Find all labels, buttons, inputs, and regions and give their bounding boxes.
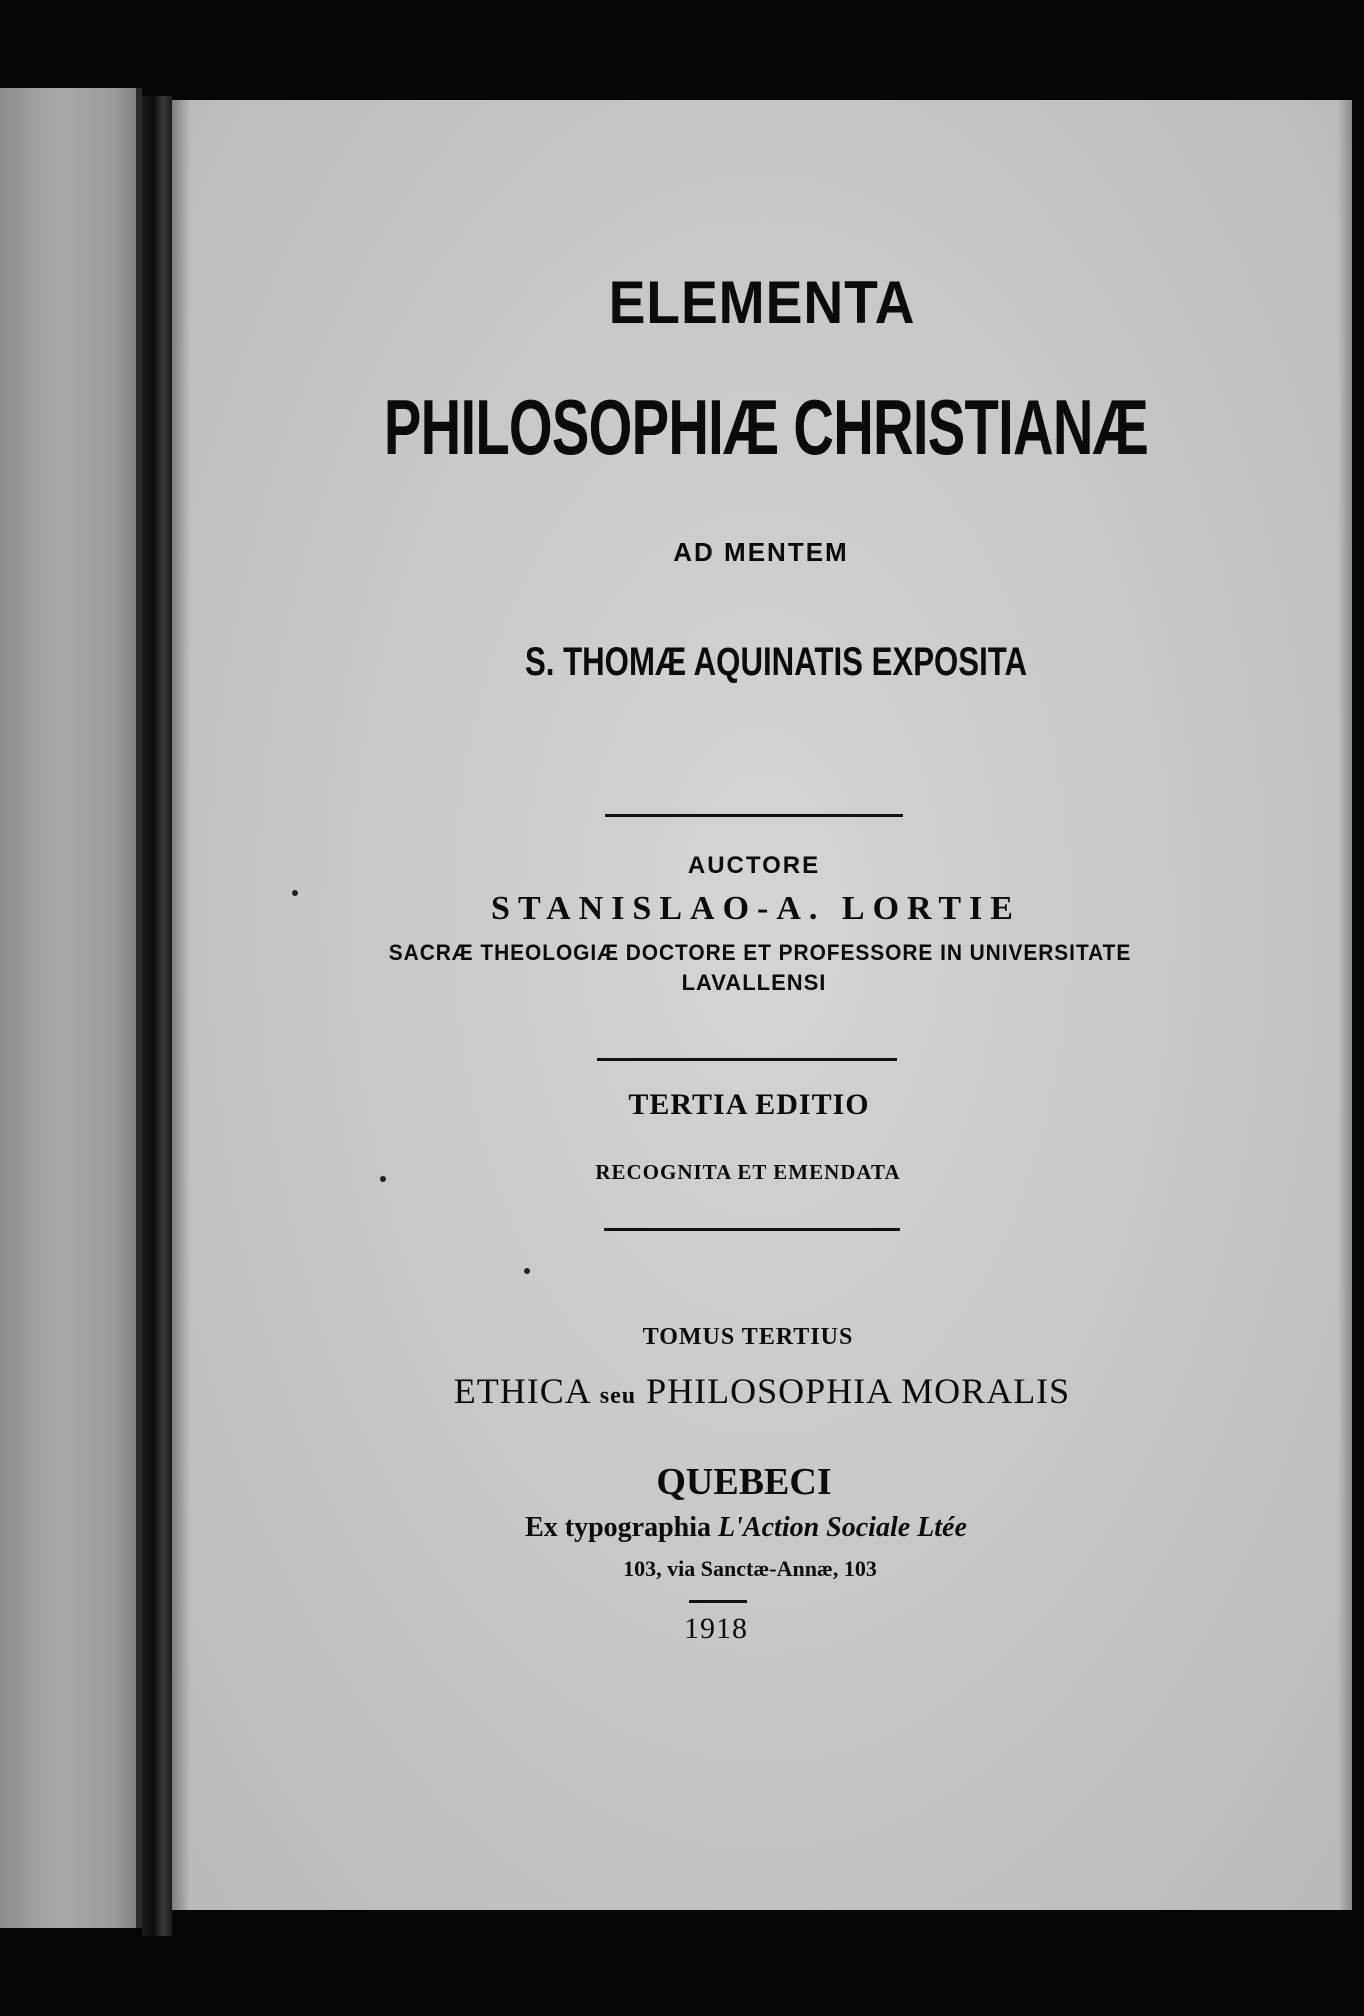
printer-name: L'Action Sociale Ltée bbox=[718, 1512, 967, 1543]
paper-speck bbox=[524, 1268, 530, 1274]
printer-prefix: Ex typographia bbox=[525, 1512, 712, 1543]
edition: TERTIA EDITIO bbox=[628, 1088, 870, 1121]
title-line-ad-mentem: AD MENTEM bbox=[673, 537, 849, 567]
paper-speck bbox=[292, 890, 298, 896]
subject-ethica: ETHICA bbox=[453, 1371, 590, 1411]
short-rule bbox=[689, 1600, 747, 1603]
title-line-main: PHILOSOPHIÆ CHRISTIANÆ bbox=[383, 383, 1149, 471]
author-label: AUCTORE bbox=[687, 852, 821, 879]
subject-philosophia: PHILOSOPHIA MORALIS bbox=[646, 1371, 1071, 1411]
imprint-city: QUEBECI bbox=[656, 1461, 832, 1503]
imprint-address: 103, via Sanctæ-Annæ, 103 bbox=[623, 1556, 877, 1581]
imprint-year: 1918 bbox=[684, 1612, 748, 1645]
subject-line bbox=[454, 1370, 1070, 1412]
divider-rule bbox=[605, 814, 903, 817]
book-gutter bbox=[142, 96, 172, 1936]
adjacent-page-edge bbox=[0, 88, 142, 1928]
author-name: STANISLAO-A. LORTIE bbox=[491, 890, 1021, 927]
imprint-printer bbox=[525, 1512, 967, 1544]
subject-seu: seu bbox=[599, 1383, 637, 1409]
divider-rule bbox=[597, 1058, 897, 1061]
paper-speck bbox=[380, 1176, 386, 1182]
divider-rule bbox=[604, 1228, 900, 1231]
edition-note: RECOGNITA ET EMENDATA bbox=[595, 1160, 901, 1184]
title-line-elementa: ELEMENTA bbox=[608, 269, 916, 336]
title-line-thomae: S. THOMÆ AQUINATIS EXPOSITA bbox=[524, 640, 1028, 684]
title-page bbox=[172, 100, 1352, 1910]
volume: TOMUS TERTIUS bbox=[642, 1324, 854, 1350]
author-title-line-1: SACRÆ THEOLOGIÆ DOCTORE ET PROFESSORE IN UNIVERSITATE bbox=[388, 940, 1132, 965]
author-title-line-2: LAVALLENSI bbox=[681, 970, 827, 995]
